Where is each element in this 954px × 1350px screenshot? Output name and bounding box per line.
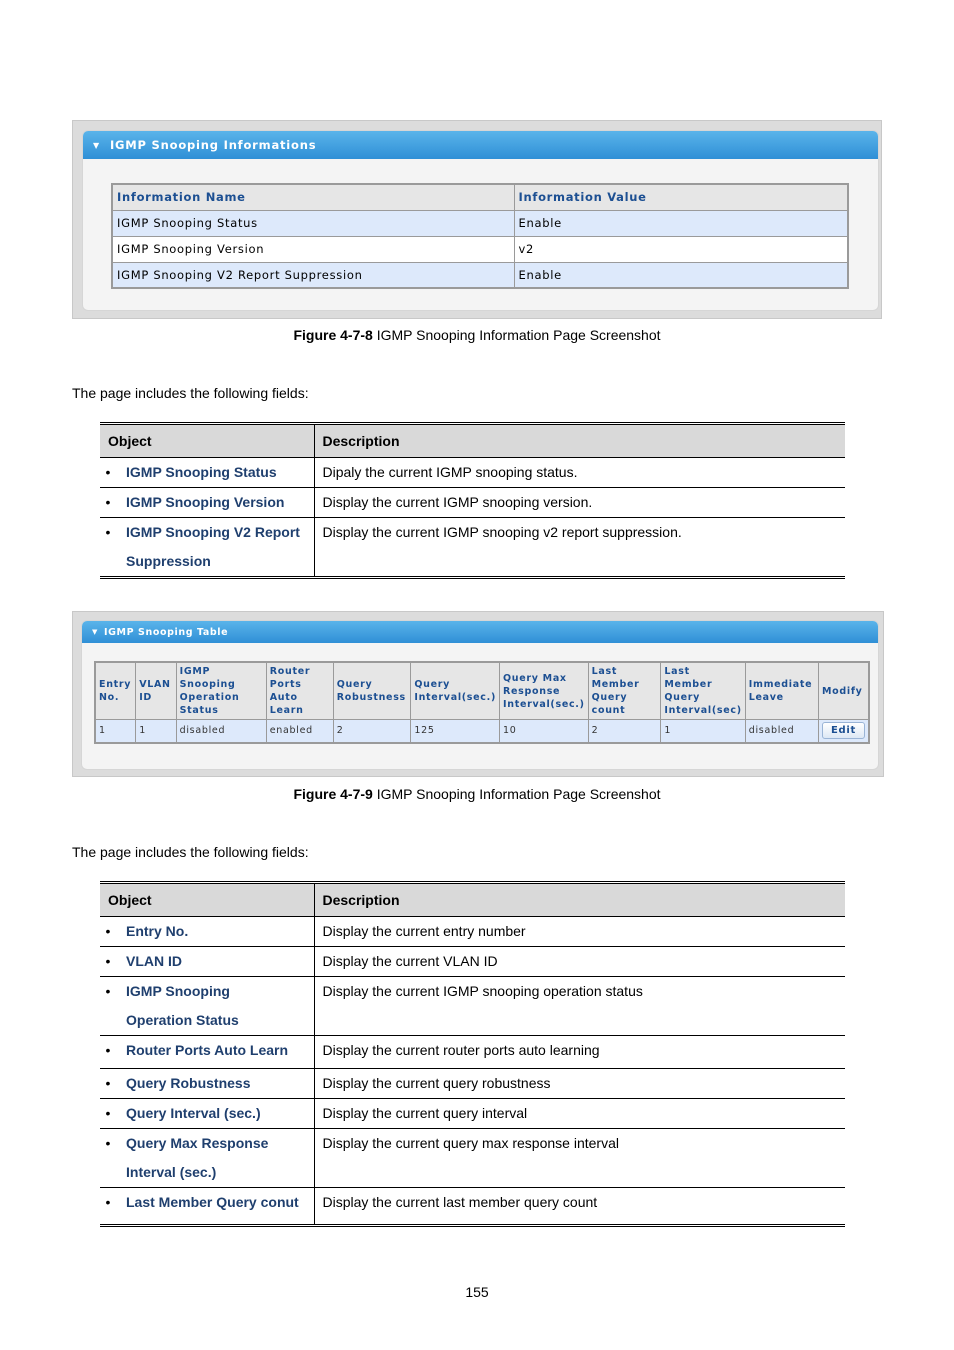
header-description: Description <box>314 424 845 458</box>
info-name: IGMP Snooping Status <box>112 210 514 236</box>
bullet-icon: • <box>105 1042 111 1058</box>
cell-last-member-interval: 1 <box>661 720 745 743</box>
bullet-icon: • <box>105 1075 111 1091</box>
figure-caption-text: IGMP Snooping Information Page Screenshot <box>372 327 661 343</box>
object-name: Query Robustness <box>126 1075 251 1091</box>
object-cell <box>100 488 314 518</box>
panel-title: IGMP Snooping Informations <box>109 138 317 152</box>
figure-caption <box>0 786 954 802</box>
cell-query-interval: 125 <box>411 720 500 743</box>
table-header-row <box>112 184 848 210</box>
info-value: Enable <box>514 262 848 288</box>
cell-operation-status: disabled <box>176 720 266 743</box>
description-cell: Dipaly the current IGMP snooping status. <box>314 458 845 488</box>
igmp-snooping-table <box>94 661 870 744</box>
table-header-row <box>95 662 869 720</box>
object-cell <box>100 1129 314 1188</box>
description-cell: Display the current entry number <box>314 917 845 947</box>
doc-row <box>100 1188 845 1226</box>
bullet-icon: • <box>105 464 111 480</box>
object-cell <box>100 518 314 578</box>
object-name: Last Member Query conut <box>126 1194 299 1210</box>
cell-router-ports: enabled <box>266 720 333 743</box>
table-row <box>95 720 869 743</box>
bullet-icon: • <box>105 494 111 510</box>
header-router-ports: Router Ports Auto Learn <box>266 662 333 720</box>
header-last-member-interval: Last Member Query Interval(sec) <box>661 662 745 720</box>
cell-immediate-leave: disabled <box>745 720 818 743</box>
collapse-triangle-icon[interactable]: ▼ <box>92 628 98 636</box>
figure-number: Figure 4-7-9 <box>293 786 373 802</box>
header-operation-status: IGMP Snooping Operation Status <box>176 662 266 720</box>
object-cell <box>100 917 314 947</box>
description-cell: Display the current query interval <box>314 1099 845 1129</box>
object-name: IGMP Snooping Version <box>126 494 285 510</box>
object-line <box>108 1158 306 1187</box>
doc-row <box>100 1129 845 1188</box>
object-line <box>105 917 306 946</box>
doc-row <box>100 488 845 518</box>
cell-modify <box>819 720 870 743</box>
info-value: v2 <box>514 236 848 262</box>
header-object: Object <box>100 424 314 458</box>
doc-row <box>100 1036 845 1069</box>
object-line <box>105 1188 306 1217</box>
description-cell: Display the current IGMP snooping version. <box>314 488 845 518</box>
object-line <box>105 518 306 547</box>
description-cell: Display the current IGMP snooping v2 report suppression. <box>314 518 845 578</box>
object-name-cont: Operation Status <box>126 1012 239 1028</box>
cell-entry-no: 1 <box>95 720 136 743</box>
doc-row <box>100 458 845 488</box>
header-information-value: Information Value <box>514 184 848 210</box>
header-object: Object <box>100 883 314 917</box>
info-name: IGMP Snooping Version <box>112 236 514 262</box>
igmp-info-table <box>111 183 849 289</box>
cell-last-member-count: 2 <box>588 720 661 743</box>
header-query-max-response: Query Max Response Interval(sec.) <box>500 662 589 720</box>
object-cell <box>100 1069 314 1099</box>
info-name: IGMP Snooping V2 Report Suppression <box>112 262 514 288</box>
object-name: VLAN ID <box>126 953 182 969</box>
cell-vlan-id: 1 <box>136 720 176 743</box>
object-name-cont: Suppression <box>126 553 211 569</box>
figure-number: Figure 4-7-8 <box>293 327 373 343</box>
header-description: Description <box>314 883 845 917</box>
bullet-icon: • <box>105 923 111 939</box>
description-cell: Display the current router ports auto learning <box>314 1036 845 1069</box>
object-line <box>105 1036 306 1065</box>
header-information-name: Information Name <box>112 184 514 210</box>
object-name: Query Interval (sec.) <box>126 1105 261 1121</box>
object-cell <box>100 947 314 977</box>
bullet-icon: • <box>105 1105 111 1121</box>
object-name: Entry No. <box>126 923 189 939</box>
header-entry-no: Entry No. <box>95 662 136 720</box>
page-number: 155 <box>465 1284 489 1300</box>
figure-caption <box>0 327 954 343</box>
figure-caption-text: IGMP Snooping Information Page Screenshot <box>372 786 661 802</box>
object-cell <box>100 458 314 488</box>
doc-row <box>100 1069 845 1099</box>
table-row <box>112 236 848 262</box>
intro-paragraph: The page includes the following fields: <box>72 385 309 401</box>
panel-title: IGMP Snooping Table <box>103 626 229 638</box>
bullet-icon: • <box>105 953 111 969</box>
collapse-triangle-icon[interactable]: ▼ <box>93 140 100 150</box>
doc-header-row <box>100 883 845 917</box>
object-cell <box>100 1099 314 1129</box>
doc-header-row <box>100 424 845 458</box>
description-cell: Display the current query max response interval <box>314 1129 845 1188</box>
doc-row <box>100 917 845 947</box>
fields-table-1 <box>100 422 845 579</box>
object-name: IGMP Snooping <box>126 983 230 999</box>
info-value: Enable <box>514 210 848 236</box>
cell-query-max-response: 10 <box>500 720 589 743</box>
object-cell <box>100 1188 314 1226</box>
fields-table-2 <box>100 881 845 1227</box>
object-name: IGMP Snooping V2 Report <box>126 524 300 540</box>
object-name: IGMP Snooping Status <box>126 464 277 480</box>
object-cell <box>100 977 314 1036</box>
header-modify: Modify <box>819 662 870 720</box>
doc-row <box>100 977 845 1036</box>
intro-paragraph: The page includes the following fields: <box>72 844 309 860</box>
doc-row <box>100 1099 845 1129</box>
table-row <box>112 262 848 288</box>
panel-header[interactable] <box>83 131 878 159</box>
object-name: Query Max Response <box>126 1135 269 1151</box>
description-cell: Display the current query robustness <box>314 1069 845 1099</box>
object-line <box>105 458 306 487</box>
header-last-member-count: Last Member Query count <box>588 662 661 720</box>
object-cell <box>100 1036 314 1069</box>
header-query-interval: Query Interval(sec.) <box>411 662 500 720</box>
description-cell: Display the current last member query count <box>314 1188 845 1226</box>
object-line <box>105 947 306 976</box>
table-row <box>112 210 848 236</box>
object-name: Router Ports Auto Learn <box>126 1042 289 1058</box>
panel-header[interactable] <box>82 621 878 643</box>
object-line <box>105 488 306 517</box>
object-name-cont: Interval (sec.) <box>126 1164 217 1180</box>
header-immediate-leave: Immediate Leave <box>745 662 818 720</box>
object-line <box>105 1099 306 1128</box>
header-vlan-id: VLAN ID <box>136 662 176 720</box>
cell-query-robustness: 2 <box>333 720 411 743</box>
object-line <box>105 1129 306 1158</box>
bullet-icon: • <box>105 1135 111 1151</box>
object-line <box>108 547 306 576</box>
object-line <box>105 1069 306 1098</box>
description-cell: Display the current VLAN ID <box>314 947 845 977</box>
doc-row <box>100 947 845 977</box>
doc-row <box>100 518 845 578</box>
object-line <box>105 977 306 1006</box>
bullet-icon: • <box>105 1194 111 1210</box>
bullet-icon: • <box>105 983 111 999</box>
bullet-icon: • <box>105 524 111 540</box>
object-line <box>108 1006 306 1035</box>
header-query-robustness: Query Robustness <box>333 662 411 720</box>
edit-button[interactable]: Edit <box>822 722 865 739</box>
description-cell: Display the current IGMP snooping operation status <box>314 977 845 1036</box>
